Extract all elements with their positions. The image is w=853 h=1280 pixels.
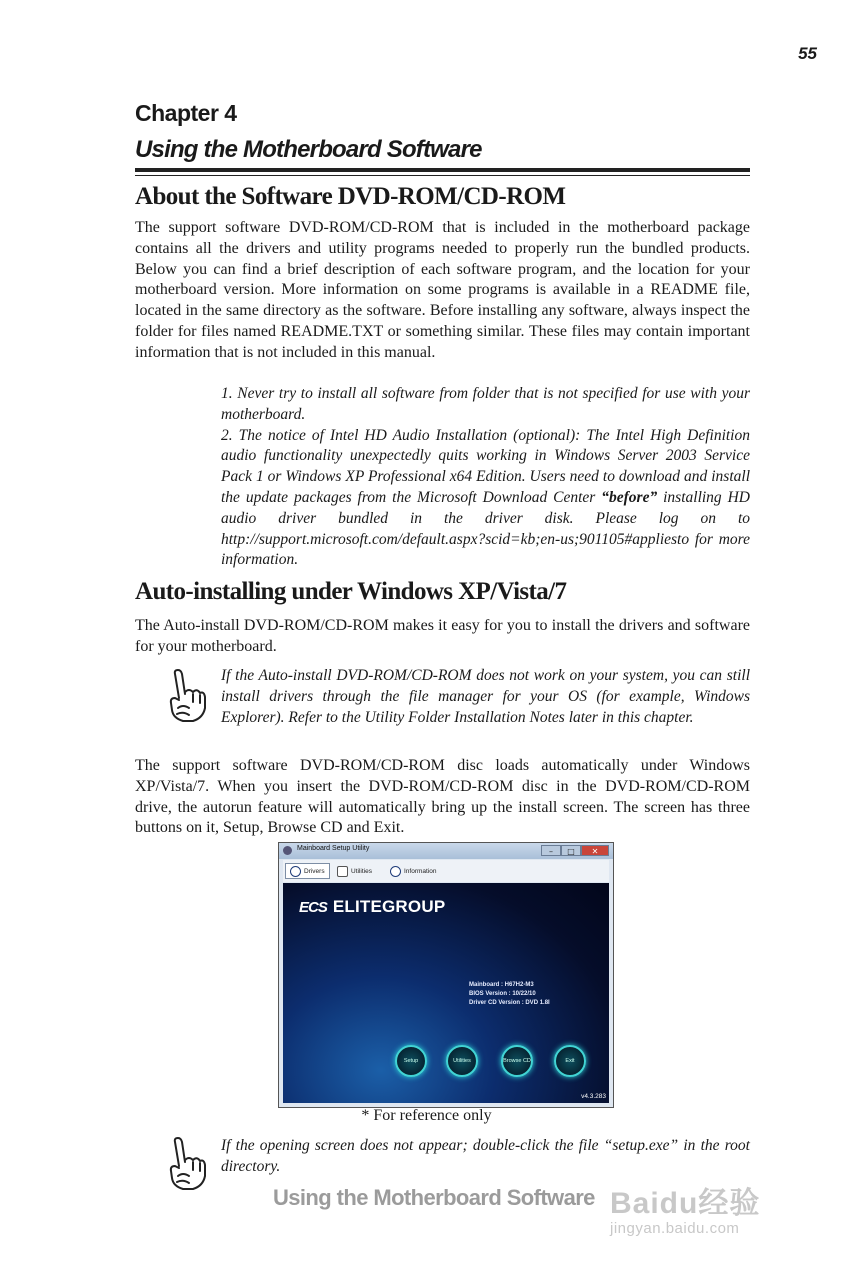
- autorun-paragraph: The support software DVD-ROM/CD-ROM disc loads automatically under Windows XP/Vista/7. When you insert the DVD-ROM/CD-ROM disc in the DVD-ROM/CD-ROM drive, the autorun feature will automatically bring up the install screen. The screen has three buttons on it, Setup, Browse CD and Exit.: [135, 757, 750, 837]
- footer-title: Using the Motherboard Software: [273, 1185, 595, 1210]
- section-heading-about: About the Software DVD-ROM/CD-ROM: [135, 183, 566, 210]
- utility-tab-bar: [283, 860, 609, 882]
- info-bios: BIOS Version : 10/22/10: [469, 990, 536, 997]
- tab-drivers-label: Drivers: [304, 867, 325, 875]
- tip-auto-install: If the Auto-install DVD-ROM/CD-ROM does not work on your system, you can still install drivers through the file manager for your OS (for example, Windows Explorer). Refer to the Utility Folder Installation Notes later in this chapter.: [221, 667, 750, 726]
- window-titlebar: [279, 843, 613, 859]
- information-icon: [390, 866, 401, 877]
- tab-information-label: Information: [404, 867, 437, 875]
- tab-utilities: [333, 863, 376, 879]
- tip-setup-exe: If the opening screen does not appear; double-click the file “setup.exe” in the root directory.: [221, 1137, 750, 1175]
- info-mainboard: Mainboard : H67H2-M3: [469, 982, 534, 988]
- info-driver-cd: Driver CD Version : DVD 1.8I: [469, 999, 550, 1006]
- board-info: [469, 981, 550, 1007]
- watermark-url: jingyan.baidu.com: [610, 1220, 740, 1237]
- pointing-hand-icon: [163, 1136, 209, 1192]
- auto-install-intro: The Auto-install DVD-ROM/CD-ROM makes it easy for you to install the drivers and software for your motherboard.: [135, 617, 750, 655]
- brand-name: ELITEGROUP: [332, 897, 446, 916]
- section-heading-auto-install: Auto-installing under Windows XP/Vista/7: [135, 578, 567, 605]
- tab-drivers: [285, 863, 330, 879]
- utility-main-panel: [283, 883, 609, 1103]
- pointing-hand-icon: [163, 668, 209, 724]
- chapter-rule-thick: [135, 168, 750, 172]
- setup-button: Setup: [395, 1045, 427, 1077]
- drivers-icon: [290, 866, 301, 877]
- ecs-logo-mark: ECS: [299, 898, 327, 916]
- utilities-button: Utilities: [446, 1045, 478, 1077]
- utility-version: v4.3.283: [581, 1093, 606, 1100]
- note-1: 1. Never try to install all software from folder that is not specified for use with your motherboard.: [221, 385, 750, 423]
- maximize-icon: □: [561, 845, 581, 856]
- tab-utilities-label: Utilities: [351, 867, 372, 875]
- chapter-rule-thin: [135, 175, 750, 176]
- baidu-watermark: [610, 1178, 760, 1237]
- note-2-emphasis: “before”: [601, 488, 658, 506]
- utilities-icon: [337, 866, 348, 877]
- chapter-number: Chapter 4: [135, 100, 237, 126]
- screenshot-caption: * For reference only: [361, 1107, 492, 1124]
- setup-utility-screenshot: [278, 842, 614, 1108]
- notes-block: [221, 384, 750, 571]
- browse-cd-button: Browse CD: [501, 1045, 533, 1077]
- chapter-title: Using the Motherboard Software: [135, 136, 482, 163]
- elitegroup-logo: [299, 897, 445, 917]
- close-icon: ✕: [581, 845, 609, 856]
- note-2-text-b: installing HD audio driver bundled in the driver disk. Please log on to http://support.microsoft.com/default.aspx?scid=kb;en-us;901105#appliesto for more information.: [221, 488, 750, 569]
- minimize-icon: –: [541, 845, 561, 856]
- exit-button: Exit: [554, 1045, 586, 1077]
- window-title: Mainboard Setup Utility: [297, 845, 370, 852]
- tab-information: [386, 863, 441, 879]
- watermark-brand: Baidu经验: [610, 1187, 761, 1220]
- page-number: 55: [798, 44, 817, 63]
- app-icon: [283, 846, 292, 855]
- about-paragraph: The support software DVD-ROM/CD-ROM that is included in the motherboard package contains all the drivers and utility programs needed to properly run the bundled products. Below you can find a brief description of each software program, and the location for your motherboard version. More information on some programs is available in a README file, located in the same directory as the software. Before installing any software, always inspect the folder for files named README.TXT or something similar. These files may contain important information that is not included in this manual.: [135, 219, 750, 361]
- note-2-text-a: 2. The notice of Intel HD Audio Installation (optional): The Intel High Definition audio functionality unexpectedly quits working in Windows Server 2003 Service Pack 1 or Windows XP Professional x64 Edition. Users need to download and install the update packages from the Microsoft Download Center: [221, 426, 750, 506]
- note-2: [221, 426, 750, 572]
